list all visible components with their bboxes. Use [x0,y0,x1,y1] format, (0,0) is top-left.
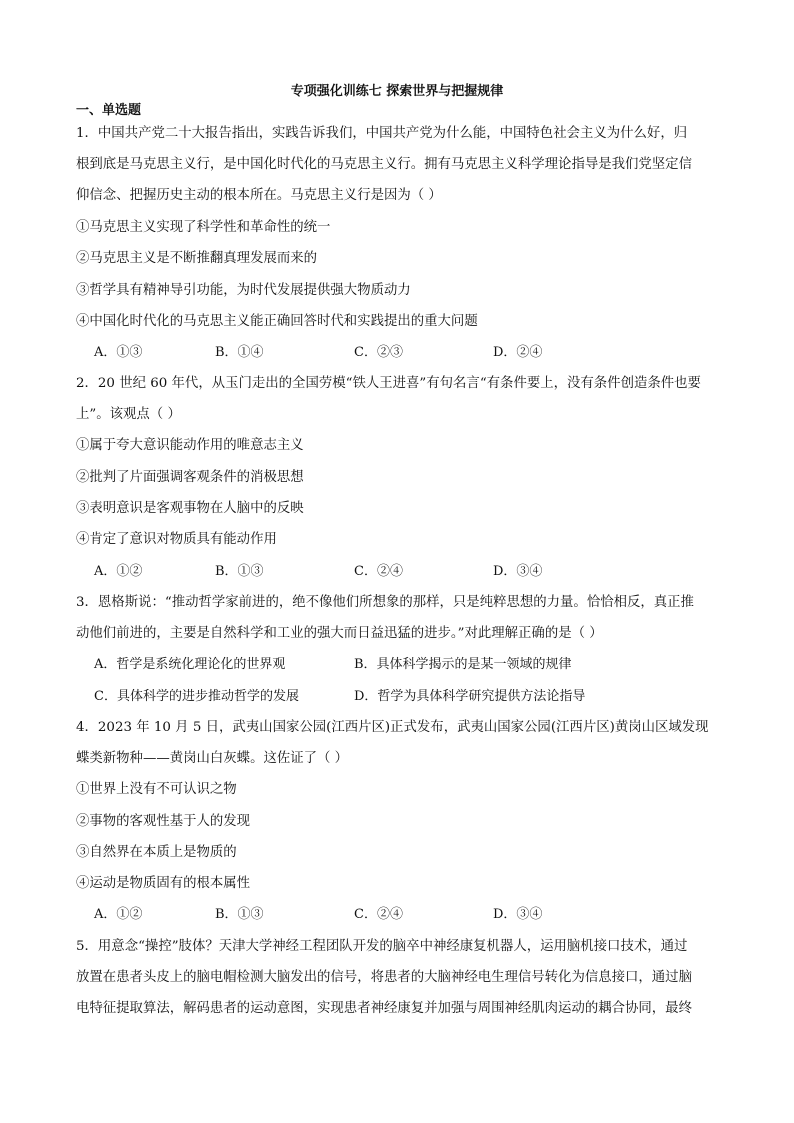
q1-item: ③哲学具有精神导引功能，为时代发展提供强大物质动力 [76,283,411,298]
q4-option-b: B．①③ [215,907,264,922]
q1-option-b: B．①④ [215,345,264,360]
q2-option-b: B．①③ [215,564,264,579]
q1-item: ①马克思主义实现了科学性和革命性的统一 [76,220,331,235]
q1-option-d: D．②④ [493,345,543,360]
q2-item: ②批判了片面强调客观条件的消极思想 [76,470,304,485]
q1-option-c: C．②③ [354,345,403,360]
q2-option-a: A．①② [94,564,143,579]
q4-item: ②事物的客观性基于人的发现 [76,814,251,829]
q3-option-b: B．具体科学揭示的是某一领域的规律 [354,657,572,672]
q2-item: ③表明意识是客观事物在人脑中的反映 [76,501,304,516]
q2-option-d: D．③④ [493,564,543,579]
q5-stem-line: 电特征提取算法，解码患者的运动意图，实现患者神经康复并加强与周围神经肌肉运动的耦合协同，最终 [76,1001,692,1016]
q3-option-d: D．哲学为具体科学研究提供方法论指导 [354,689,586,704]
q2-stem-line: 2．20 世纪 60 年代，从玉门走出的全国劳模“铁人王进喜”有句名言“有条件要上，没有条件创造条件也要 [76,376,701,391]
q2-stem-line: 上”。该观点（ ） [76,407,181,422]
q4-item: ④运动是物质固有的根本属性 [76,876,251,891]
q3-option-c: C．具体科学的进步推动哲学的发展 [94,689,299,704]
section-heading: 一、单选题 [76,103,142,118]
q2-item: ①属于夸大意识能动作用的唯意志主义 [76,438,304,453]
q3-stem-line: 动他们前进的，主要是自然科学和工业的强大而日益迅猛的进步。”对此理解正确的是（ ） [76,626,603,641]
q2-item: ④肯定了意识对物质具有能动作用 [76,532,277,547]
q4-item: ③自然界在本质上是物质的 [76,845,237,860]
q1-item: ②马克思主义是不断推翻真理发展而来的 [76,251,318,266]
q1-stem-line: 仰信念、把握历史主动的根本所在。马克思主义行是因为（ ） [76,188,442,203]
q3-stem-line: 3．恩格斯说：“推动哲学家前进的，绝不像他们所想象的那样，只是纯粹思想的力量。恰恰相反，真正推 [76,595,694,610]
q4-option-c: C．②④ [354,907,403,922]
q1-stem-line: 1．中国共产党二十大报告指出，实践告诉我们，中国共产党为什么能，中国特色社会主义为什么好，归 [76,126,688,141]
q5-stem-line: 5．用意念“操控”肢体？天津大学神经工程团队开发的脑卒中神经康复机器人，运用脑机接口技术，通过 [76,939,688,954]
q4-stem-line: 4．2023 年 10 月 5 日，武夷山国家公园(江西片区)正式发布，武夷山国家公园(江西片区)黄岗山区域发现 [76,720,709,735]
document-title: 专项强化训练七 探索世界与把握规律 [290,84,504,99]
q2-option-c: C．②④ [354,564,403,579]
q5-stem-line: 放置在患者头皮上的脑电帽检测大脑发出的信号，将患者的大脑神经电生理信号转化为信息接口，通过脑 [76,970,692,985]
q4-stem-line: 蝶类新物种——黄岗山白灰蝶。这佐证了（ ） [76,751,349,766]
q3-option-a: A．哲学是系统化理论化的世界观 [94,657,286,672]
q1-item: ④中国化时代化的马克思主义能正确回答时代和实践提出的重大问题 [76,314,478,329]
q1-stem-line: 根到底是马克思主义行，是中国化时代化的马克思主义行。拥有马克思主义科学理论指导是我们党坚定信 [76,157,692,172]
q4-option-a: A．①② [94,907,143,922]
q4-item: ①世界上没有不可认识之物 [76,782,237,797]
q1-option-a: A．①③ [94,345,143,360]
q4-option-d: D．③④ [493,907,543,922]
